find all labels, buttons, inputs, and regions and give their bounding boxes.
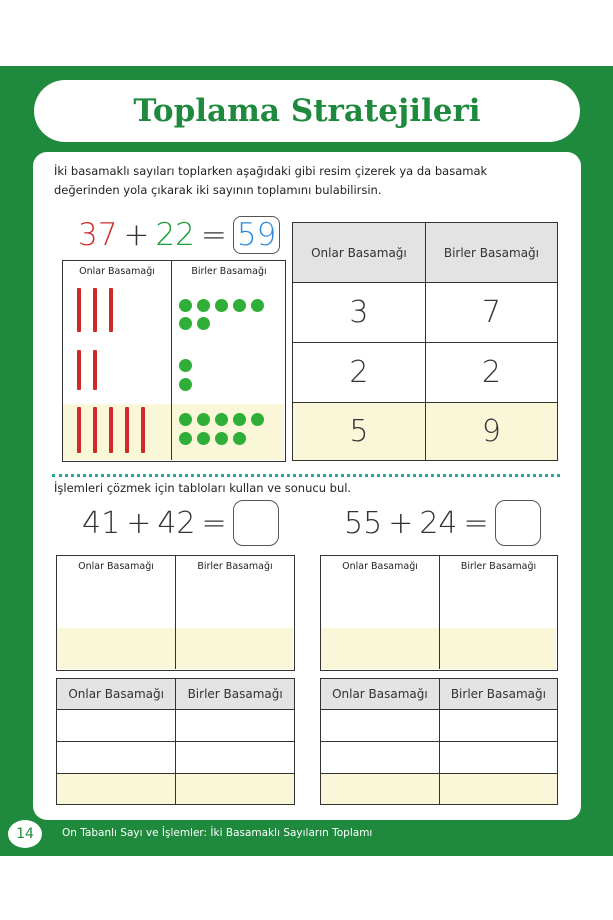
table-header-birler: Birler Basamağı — [425, 223, 557, 283]
ones-dot — [179, 317, 192, 330]
table-sum-cell: 5 — [293, 403, 426, 461]
footer-text: On Tabanlı Sayı ve İşlemler: İki Basamaklı Sayıların Toplamı — [62, 827, 373, 839]
exercise-2-place-value-table — [320, 678, 558, 805]
ones-dot — [215, 432, 228, 445]
ones-dot — [179, 378, 192, 391]
onlar-header: Onlar Basamağı — [78, 561, 154, 572]
birler-header: Birler Basamağı — [197, 561, 273, 572]
example-equation — [78, 212, 280, 258]
ones-dot — [179, 413, 192, 426]
exercise-1-equation — [82, 500, 279, 546]
ones-dot — [233, 432, 246, 445]
plus-sign: + — [126, 505, 152, 541]
table-cell[interactable] — [439, 742, 557, 774]
tens-stick — [93, 288, 97, 332]
table-cell[interactable] — [57, 742, 176, 774]
intro-text: İki basamaklı sayıları toplarken aşağıdaki gibi resim çizerek ya da basamak değerinden yola çıkarak iki sayının toplamını bulabilirsin. — [54, 164, 488, 197]
table-cell[interactable] — [321, 710, 440, 742]
exercise-1-addend-b: 42 — [157, 505, 196, 541]
ones-dot — [197, 432, 210, 445]
page-number: 14 — [8, 820, 42, 848]
instruction-text: İşlemleri çözmek için tabloları kullan ve sonucu bul. — [54, 481, 352, 495]
table-cell: 2 — [425, 343, 557, 403]
example-result: 59 — [233, 216, 280, 254]
table-sum-cell[interactable] — [439, 774, 557, 805]
ones-dot — [233, 413, 246, 426]
equals-sign: = — [201, 505, 227, 541]
table-header-onlar: Onlar Basamağı — [321, 679, 440, 710]
table-cell: 2 — [293, 343, 426, 403]
onlar-header: Onlar Basamağı — [342, 561, 418, 572]
page-title: Toplama Stratejileri — [133, 93, 481, 129]
tens-stick — [109, 407, 113, 453]
column-divider — [171, 261, 172, 460]
ones-dot — [251, 413, 264, 426]
exercise-1-answer-box[interactable] — [233, 500, 279, 546]
table-header-birler: Birler Basamağı — [439, 679, 557, 710]
plus-sign: + — [123, 217, 150, 253]
plus-sign: + — [388, 505, 414, 541]
tens-stick — [93, 350, 97, 390]
table-header-onlar: Onlar Basamağı — [293, 223, 426, 283]
table-cell[interactable] — [176, 710, 295, 742]
example-addend-b: 22 — [155, 217, 195, 253]
table-cell[interactable] — [321, 742, 440, 774]
tens-stick — [77, 350, 81, 390]
table-sum-cell[interactable] — [176, 774, 295, 805]
exercise-2-addend-a: 55 — [344, 505, 383, 541]
exercise-2-answer-box[interactable] — [495, 500, 541, 546]
equals-sign: = — [200, 217, 227, 253]
ones-dot — [197, 317, 210, 330]
table-header-birler: Birler Basamağı — [176, 679, 295, 710]
table-sum-cell[interactable] — [57, 774, 176, 805]
example-place-value-table — [292, 222, 558, 461]
ones-dot — [179, 359, 192, 372]
tens-stick — [109, 288, 113, 332]
table-sum-cell[interactable] — [321, 774, 440, 805]
ones-dot — [197, 299, 210, 312]
ones-dot — [179, 299, 192, 312]
exercise-1-place-value-table — [56, 678, 295, 805]
table-cell: 3 — [293, 283, 426, 343]
birler-header: Birler Basamağı — [191, 266, 267, 277]
table-cell: 7 — [425, 283, 557, 343]
tens-stick — [125, 407, 129, 453]
ones-dot — [233, 299, 246, 312]
exercise-1-drawing-grid[interactable] — [56, 555, 295, 671]
exercise-2-equation — [344, 500, 541, 546]
ones-dot — [215, 299, 228, 312]
exercise-1-addend-a: 41 — [82, 505, 121, 541]
table-header-onlar: Onlar Basamağı — [57, 679, 176, 710]
example-addend-a: 37 — [78, 217, 118, 253]
tens-stick — [77, 288, 81, 332]
tens-stick — [93, 407, 97, 453]
table-cell[interactable] — [57, 710, 176, 742]
table-cell[interactable] — [439, 710, 557, 742]
ones-dot — [215, 413, 228, 426]
ones-dot — [197, 413, 210, 426]
birler-header: Birler Basamağı — [460, 561, 537, 572]
table-sum-cell: 9 — [425, 403, 557, 461]
exercise-2-drawing-grid[interactable] — [320, 555, 558, 671]
section-divider — [52, 474, 560, 477]
onlar-header: Onlar Basamağı — [79, 266, 155, 277]
table-cell[interactable] — [176, 742, 295, 774]
equals-sign: = — [463, 505, 489, 541]
ones-dot — [179, 432, 192, 445]
column-divider — [439, 556, 440, 669]
ones-dot — [251, 299, 264, 312]
tens-stick — [77, 407, 81, 453]
exercise-2-addend-b: 24 — [419, 505, 458, 541]
tens-stick — [141, 407, 145, 453]
column-divider — [175, 556, 176, 669]
example-drawing-grid — [62, 260, 286, 462]
